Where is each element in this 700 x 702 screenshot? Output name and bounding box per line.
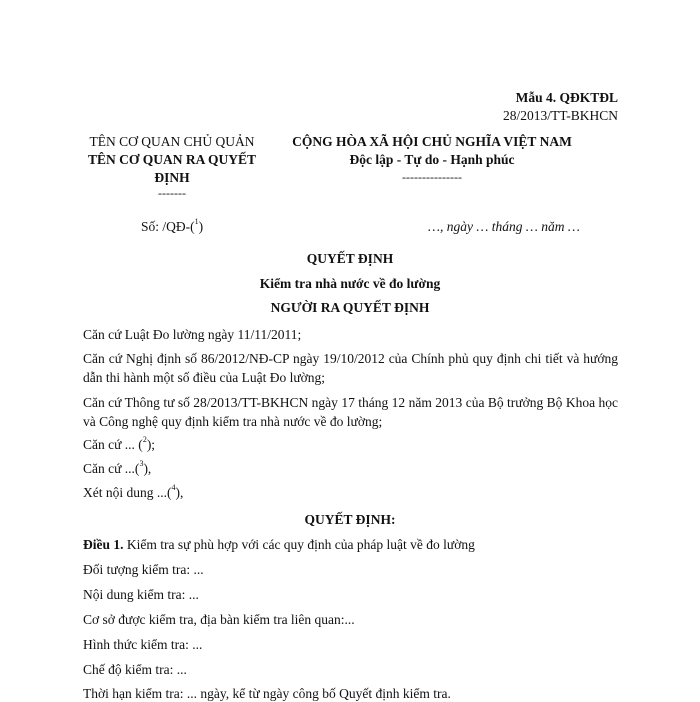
- basis-law: Căn cứ Luật Đo lường ngày 11/11/2011;: [83, 327, 302, 342]
- agency-issuer-line2: ĐỊNH: [154, 170, 190, 185]
- consideration-prefix: Xét nội dung ...(: [83, 485, 172, 500]
- date-line: …, ngày … tháng … năm …: [428, 219, 580, 234]
- inspection-content: Nội dung kiểm tra: ...: [83, 587, 199, 602]
- article-1-text: Kiểm tra sự phù hợp với các quy định của pháp luật về đo lường: [123, 537, 475, 552]
- inspection-facility: Cơ sở được kiểm tra, địa bàn kiểm tra liên quan:...: [83, 612, 355, 627]
- basis-3-prefix: Căn cứ ...(: [83, 461, 140, 476]
- footnote-ref-1: 1: [194, 217, 199, 226]
- agency-parent: TÊN CƠ QUAN CHỦ QUẢN: [89, 134, 255, 149]
- title-main: QUYẾT ĐỊNH: [306, 251, 394, 266]
- inspection-form: Hình thức kiểm tra: ...: [83, 637, 203, 652]
- basis-3: [83, 461, 151, 477]
- inspection-regime: Chế độ kiểm tra: ...: [83, 662, 187, 677]
- basis-circular: Căn cứ Thông tư số 28/2013/TT-BKHCN ngày 17 tháng 12 năm 2013 của Bộ trưởng Bộ Khoa học và Công nghệ quy định kiểm tra nhà nước về đo lường;: [83, 395, 618, 429]
- basis-2-suffix: );: [146, 437, 156, 452]
- nation-name: CỘNG HÒA XÃ HỘI CHỦ NGHĨA VIỆT NAM: [292, 134, 572, 149]
- decision-heading: QUYẾT ĐỊNH:: [304, 512, 396, 527]
- footnote-ref-3: 3: [139, 459, 144, 468]
- basis-2-prefix: Căn cứ ... (: [83, 437, 143, 452]
- title-subject: Kiểm tra nhà nước về đo lường: [259, 276, 441, 291]
- form-code: Mẫu 4. QĐKTĐL: [515, 90, 618, 105]
- form-circular: 28/2013/TT-BKHCN: [502, 108, 618, 123]
- footnote-ref-4: 4: [171, 483, 176, 492]
- decision-number-prefix: Số: /QĐ-(: [141, 219, 195, 234]
- footnote-ref-2: 2: [142, 435, 147, 444]
- agency-issuer-line1: TÊN CƠ QUAN RA QUYẾT: [87, 152, 257, 167]
- inspection-object: Đối tượng kiểm tra: ...: [83, 562, 204, 577]
- decision-number: [141, 219, 203, 235]
- title-issuer: NGƯỜI RA QUYẾT ĐỊNH: [270, 300, 430, 315]
- basis-2: [83, 437, 155, 453]
- inspection-duration: Thời hạn kiểm tra: ... ngày, kể từ ngày công bố Quyết định kiểm tra.: [83, 686, 451, 701]
- basis-3-suffix: ),: [143, 461, 152, 476]
- decision-number-suffix: ): [198, 219, 204, 234]
- agency-rule: -------: [158, 186, 186, 200]
- motto-rule: ---------------: [402, 170, 462, 184]
- article-1: [83, 537, 475, 553]
- article-1-label: Điều 1.: [83, 537, 124, 552]
- basis-decree: Căn cứ Nghị định số 86/2012/NĐ-CP ngày 19/10/2012 của Chính phủ quy định chi tiết và hướng dẫn thi hành một số điều của Luật Đo lường;: [83, 351, 618, 385]
- motto: Độc lập - Tự do - Hạnh phúc: [349, 152, 515, 167]
- consideration-suffix: ),: [175, 485, 184, 500]
- consideration: [83, 485, 183, 501]
